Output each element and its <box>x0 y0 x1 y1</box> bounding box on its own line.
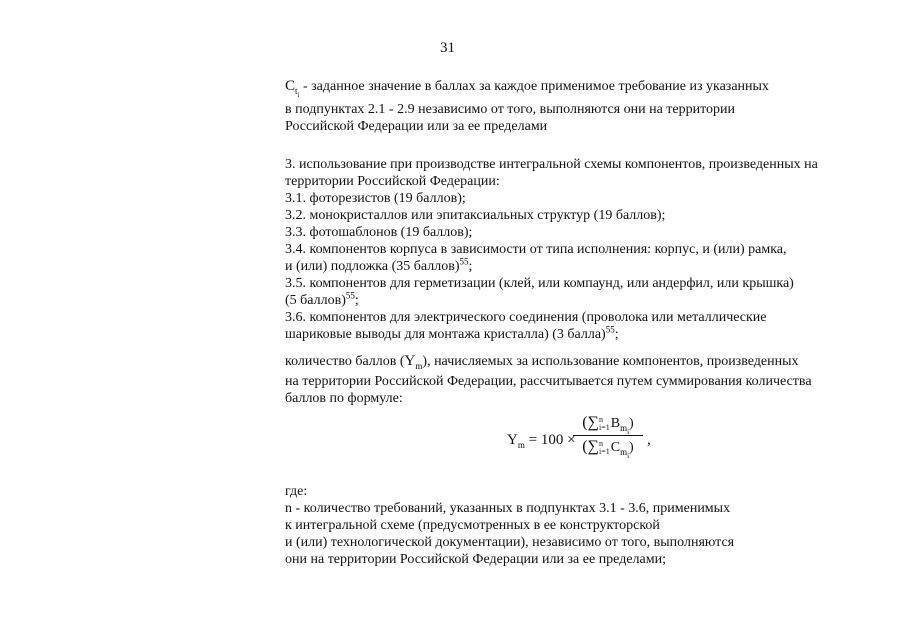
item-3-4: 3.4. компонентов корпуса в зависимости от типа исполнения: корпус, и (или) рамка, <box>285 242 787 257</box>
item-3-1: 3.1. фоторезистов (19 баллов); <box>285 191 466 206</box>
where-line-4: они на территории Российской Федерации или за ее пределами; <box>285 552 666 567</box>
symbol-ym: $Y_m$ <box>404 353 423 371</box>
item-3-2: 3.2. монокристаллов или эпитаксиальных структур (19 баллов); <box>285 208 666 223</box>
intro-line-2: в подпунктах 2.1 - 2.9 независимо от того, выполняются они на территории <box>285 102 736 117</box>
item-3-3: 3.3. фотошаблонов (19 баллов); <box>285 225 473 240</box>
footnote-ref: 55 <box>345 290 355 301</box>
count-line-1: количество баллов $(Y_m)$, начисляемых за использование компонентов, произведенных <box>285 353 799 371</box>
where-line-2: к интегральной схеме (предусмотренных в ее конструкторской <box>285 518 660 533</box>
footnote-ref: 55 <box>459 256 469 267</box>
intro-line-3: Российской Федерации или за ее пределами <box>285 119 548 134</box>
count-line-3: баллов по формуле: <box>285 391 403 406</box>
section3-heading-cont: территории Российской Федерации: <box>285 174 500 189</box>
fraction-bar <box>573 435 643 436</box>
intro-line-1: $C_{t_i}$ - заданное значение в баллах за каждое применимое требование из указанных <box>285 78 769 99</box>
item-3-6: 3.6. компонентов для электрического соединения (проволока или металлические <box>285 310 767 325</box>
formula-comma: , <box>647 432 651 448</box>
formula-lhs: $Y_m = 100$ × <box>507 432 576 450</box>
document-body <box>285 78 885 568</box>
formula-denominator: (∑n $i=1C_{m_i}$) <box>582 438 634 460</box>
formula <box>285 413 885 471</box>
item-3-4-cont: и (или) подложка (35 баллов)$^{55}$; <box>285 256 473 274</box>
formula-numerator: (∑n $i=1B_{m_i}$) <box>582 414 634 436</box>
item-3-5-cont: (5 баллов)$^{55}$; <box>285 290 359 308</box>
section3-heading: 3. использование при производстве интегральной схемы компонентов, произведенных на <box>285 157 818 172</box>
item-3-6-cont: шариковые выводы для монтажа кристалла) (3 балла)$^{55}$; <box>285 324 619 342</box>
where-line-3: и (или) технологической документации), независимо от того, выполняются <box>285 535 735 550</box>
count-line-2: на территории Российской Федерации, рассчитывается путем суммирования количества <box>285 374 812 389</box>
symbol-c-ti: $C_{t_i}$ <box>285 78 300 99</box>
page-number: 31 <box>440 40 455 56</box>
item-3-5: 3.5. компонентов для герметизации (клей, или компаунд, или андерфил, или крышка) <box>285 276 794 291</box>
where-line-1: n - количество требований, указанных в подпунктах 3.1 - 3.6, применимых <box>285 501 731 516</box>
formula-fraction <box>573 413 643 458</box>
footnote-ref: 55 <box>605 324 615 335</box>
where-label: где: <box>285 484 308 499</box>
